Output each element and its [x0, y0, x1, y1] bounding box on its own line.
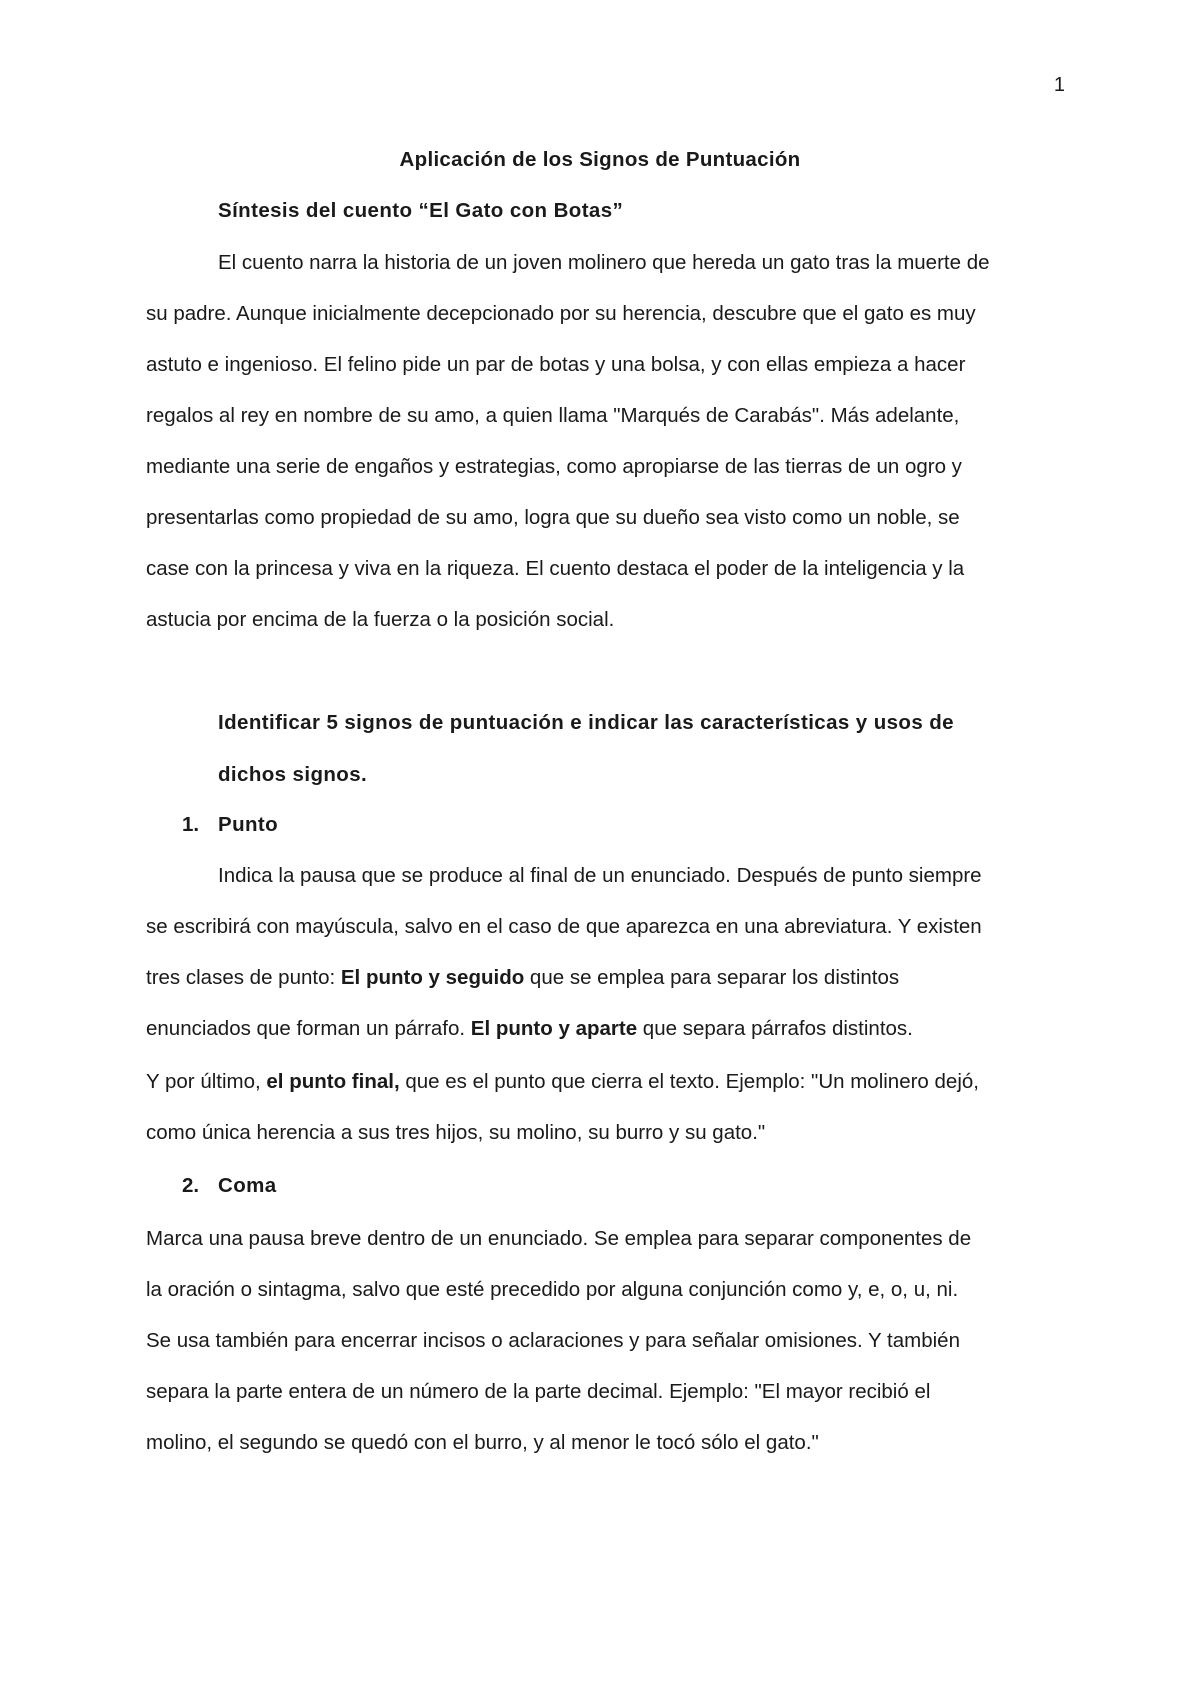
coma-text-line: la oración o sintagma, salvo que esté precedido por alguna conjunción como y, e, o, u, ni.: [146, 1278, 959, 1301]
item-heading-punto: Punto: [218, 813, 279, 836]
text-run: que es el punto que cierra el texto. Ejemplo: "Un molinero dejó,: [399, 1070, 979, 1093]
summary-line: su padre. Aunque inicialmente decepcionado por su herencia, descubre que el gato es muy: [146, 302, 976, 325]
coma-text-line: molino, el segundo se quedó con el burro, y al menor le tocó sólo el gato.": [146, 1431, 819, 1454]
section-heading-line: Identificar 5 signos de puntuación e indicar las características y usos de: [218, 711, 954, 734]
punto-text-line: [146, 964, 1066, 992]
bold-term-punto-final: el punto final,: [266, 1070, 400, 1093]
summary-line: astucia por encima de la fuerza o la posición social.: [146, 608, 615, 631]
summary-line: regalos al rey en nombre de su amo, a quien llama "Marqués de Carabás". Más adelante,: [146, 404, 960, 427]
punto-text-line: [146, 1015, 1066, 1043]
section-heading-line: dichos signos.: [218, 763, 368, 786]
text-run: Y por último,: [146, 1070, 267, 1093]
punto-text-line: [146, 1068, 1066, 1096]
summary-line: case con la princesa y viva en la riqueza. El cuento destaca el poder de la inteligencia y la: [146, 557, 965, 580]
bold-term-punto-y-aparte: El punto y aparte: [470, 1017, 638, 1040]
summary-line: astuto e ingenioso. El felino pide un par de botas y una bolsa, y con ellas empieza a hacer: [146, 353, 966, 376]
item-number: 2.: [182, 1174, 200, 1197]
text-run: enunciados que forman un párrafo.: [146, 1017, 471, 1040]
text-run: que separa párrafos distintos.: [637, 1017, 913, 1040]
bold-term-punto-y-seguido: El punto y seguido: [340, 966, 525, 989]
text-run: que se emplea para separar los distintos: [524, 966, 900, 989]
coma-text-line: Marca una pausa breve dentro de un enunciado. Se emplea para separar componentes de: [146, 1227, 972, 1250]
coma-text-line: separa la parte entera de un número de la parte decimal. Ejemplo: "El mayor recibió el: [146, 1380, 931, 1403]
text-run: tres clases de punto:: [146, 966, 341, 989]
punto-text-line: se escribirá con mayúscula, salvo en el caso de que aparezca en una abreviatura. Y existen: [146, 915, 982, 938]
page-number: 1: [1053, 74, 1065, 96]
summary-line: presentarlas como propiedad de su amo, logra que su dueño sea visto como un noble, se: [146, 506, 960, 529]
summary-line: El cuento narra la historia de un joven molinero que hereda un gato tras la muerte de: [218, 251, 990, 274]
document-title: Aplicación de los Signos de Puntuación: [399, 148, 801, 171]
punto-text-line: como única herencia a sus tres hijos, su molino, su burro y su gato.": [146, 1121, 766, 1144]
punto-text-line: Indica la pausa que se produce al final de un enunciado. Después de punto siempre: [218, 864, 982, 887]
item-heading-coma: Coma: [218, 1174, 277, 1197]
item-number: 1.: [182, 813, 200, 836]
summary-line: mediante una serie de engaños y estrategias, como apropiarse de las tierras de un ogro y: [146, 455, 962, 478]
coma-text-line: Se usa también para encerrar incisos o aclaraciones y para señalar omisiones. Y también: [146, 1329, 960, 1352]
summary-heading: Síntesis del cuento “El Gato con Botas”: [218, 199, 624, 222]
